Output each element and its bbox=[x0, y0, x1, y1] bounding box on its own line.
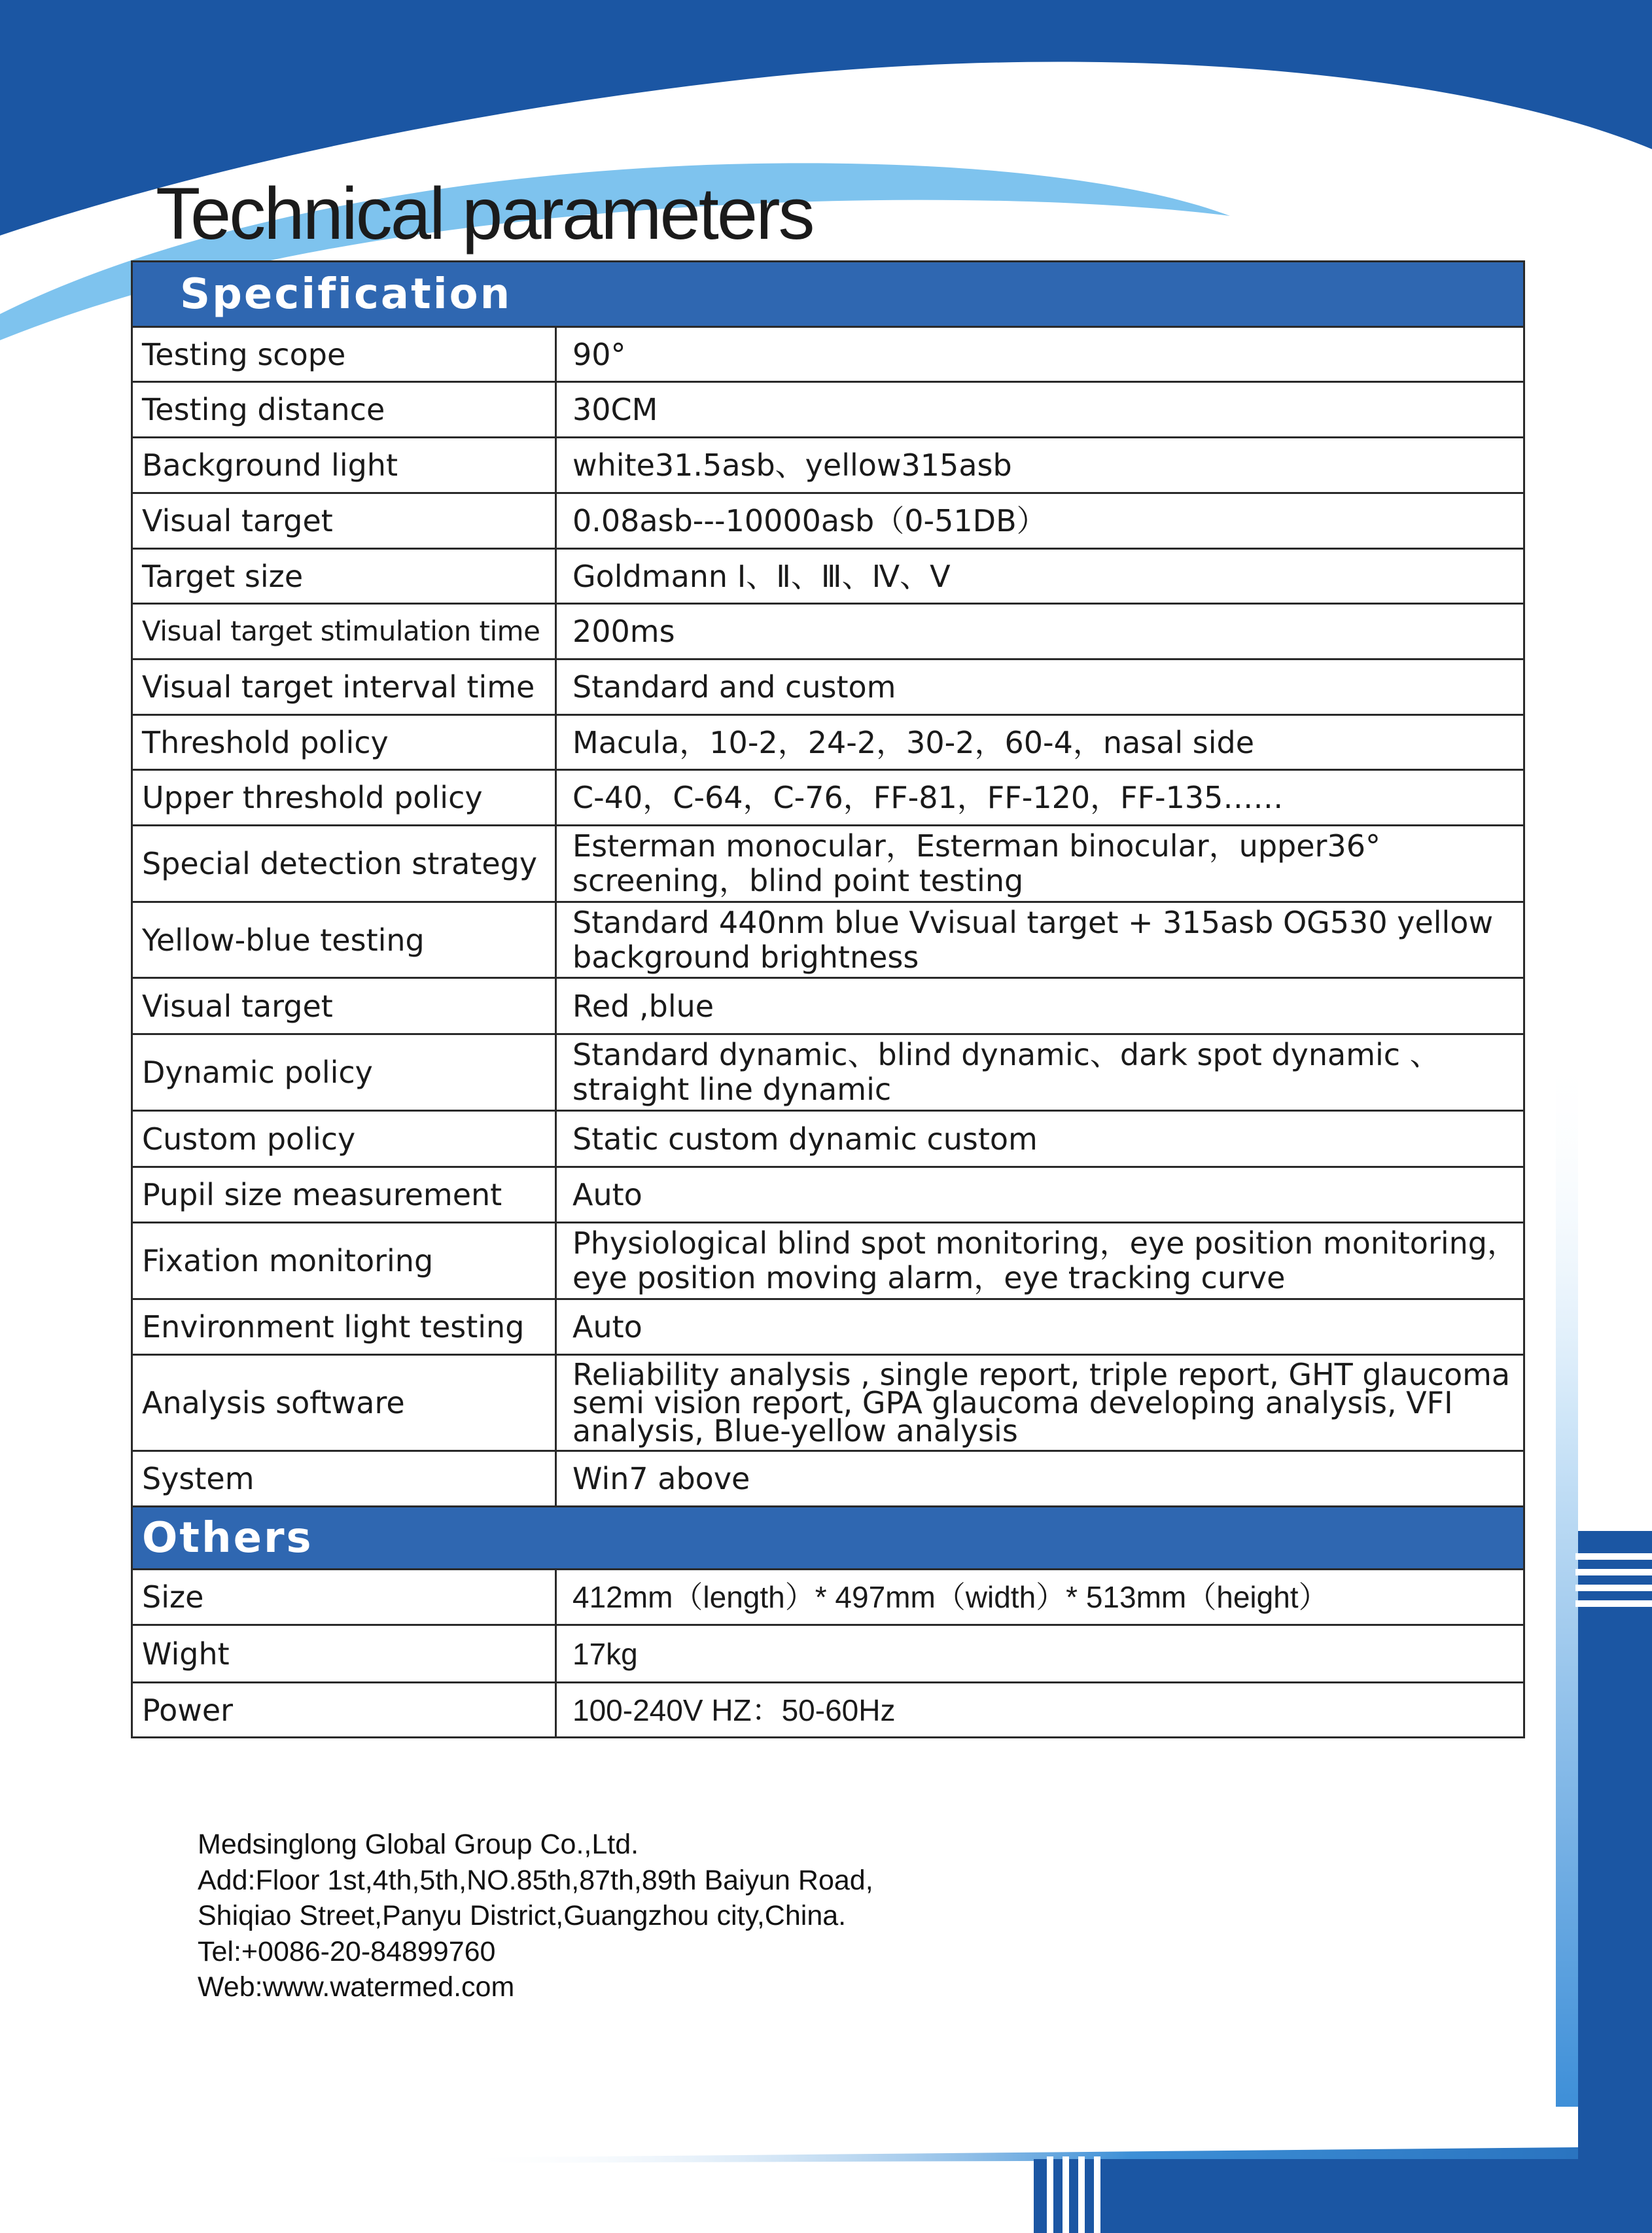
row-label: Yellow-blue testing bbox=[132, 902, 556, 978]
company-name: Medsinglong Global Group Co.,Ltd. bbox=[198, 1829, 639, 1860]
bottom-blue-block bbox=[1034, 2159, 1652, 2233]
row-value: Esterman monocular，Esterman binocular，upper36° screening，blind point testing bbox=[556, 826, 1524, 902]
row-label: Analysis software bbox=[132, 1355, 556, 1451]
right-gradient-bar bbox=[1556, 1047, 1578, 2107]
row-value: 412mm（length）* 497mm（width）* 513mm（height） bbox=[556, 1570, 1524, 1625]
row-value: Reliability analysis , single report, triple report, GHT glaucoma semi vision report, GPA glaucoma developing analysis, VFI analysis, Blue-yellow analysis bbox=[556, 1355, 1524, 1451]
table-row bbox=[132, 1034, 1524, 1111]
table-row bbox=[132, 770, 1524, 826]
table-row bbox=[132, 1683, 1524, 1738]
table-row bbox=[132, 1223, 1524, 1299]
website: Web:www.watermed.com bbox=[198, 1971, 515, 2003]
spec-table bbox=[131, 260, 1525, 1738]
row-value: 90° bbox=[556, 327, 1524, 382]
table-row bbox=[132, 1167, 1524, 1223]
row-label: Upper threshold policy bbox=[132, 770, 556, 826]
table-row bbox=[132, 382, 1524, 438]
table-row bbox=[132, 978, 1524, 1034]
table-row bbox=[132, 1625, 1524, 1683]
row-value: Win7 above bbox=[556, 1451, 1524, 1507]
table-row bbox=[132, 1570, 1524, 1625]
row-value: Goldmann Ⅰ、Ⅱ、Ⅲ、Ⅳ、Ⅴ bbox=[556, 549, 1524, 604]
row-label: Power bbox=[132, 1683, 556, 1738]
row-value: 100-240V HZ：50-60Hz bbox=[556, 1683, 1524, 1738]
contact-block bbox=[198, 1827, 873, 2005]
row-value: Standard dynamic、blind dynamic、dark spot dynamic 、straight line dynamic bbox=[556, 1034, 1524, 1111]
table-row bbox=[132, 327, 1524, 382]
row-value: Auto bbox=[556, 1299, 1524, 1355]
row-label: Fixation monitoring bbox=[132, 1223, 556, 1299]
row-value: 17kg bbox=[556, 1625, 1524, 1683]
row-label: Testing scope bbox=[132, 327, 556, 382]
table-row bbox=[132, 1111, 1524, 1167]
row-value: C-40，C-64，C-76，FF-81，FF-120，FF-135…… bbox=[556, 770, 1524, 826]
right-blue-block bbox=[1578, 1531, 1652, 2233]
row-value: Physiological blind spot monitoring，eye position monitoring，eye position moving alarm，eye tracking curve bbox=[556, 1223, 1524, 1299]
address-line-2: Shiqiao Street,Panyu District,Guangzhou city,China. bbox=[198, 1900, 847, 1931]
row-label: Visual target interval time bbox=[132, 659, 556, 715]
table-row bbox=[132, 1299, 1524, 1355]
row-label: Visual target stimulation time bbox=[132, 604, 556, 659]
row-value: Standard and custom bbox=[556, 659, 1524, 715]
telephone: Tel:+0086-20-84899760 bbox=[198, 1935, 496, 1967]
row-label: Background light bbox=[132, 438, 556, 493]
row-value: white31.5asb、yellow315asb bbox=[556, 438, 1524, 493]
row-label: Visual target bbox=[132, 493, 556, 549]
row-label: Target size bbox=[132, 549, 556, 604]
others-heading: Others bbox=[132, 1507, 1524, 1570]
table-row bbox=[132, 493, 1524, 549]
row-label: Pupil size measurement bbox=[132, 1167, 556, 1223]
table-row bbox=[132, 826, 1524, 902]
row-label: Environment light testing bbox=[132, 1299, 556, 1355]
section-header bbox=[132, 262, 1524, 327]
row-label: Visual target bbox=[132, 978, 556, 1034]
table-row bbox=[132, 549, 1524, 604]
table-row bbox=[132, 902, 1524, 978]
address-line-1: Add:Floor 1st,4th,5th,NO.85th,87th,89th Baiyun Road, bbox=[198, 1864, 873, 1896]
row-label: Dynamic policy bbox=[132, 1034, 556, 1111]
row-label: Custom policy bbox=[132, 1111, 556, 1167]
row-label: System bbox=[132, 1451, 556, 1507]
row-label: Size bbox=[132, 1570, 556, 1625]
table-row bbox=[132, 715, 1524, 770]
row-value: 0.08asb---10000asb（0-51DB） bbox=[556, 493, 1524, 549]
section-header bbox=[132, 1507, 1524, 1570]
row-value: Static custom dynamic custom bbox=[556, 1111, 1524, 1167]
row-value: Red ,blue bbox=[556, 978, 1524, 1034]
row-value: Standard 440nm blue Ⅴvisual target + 315asb OG530 yellow background brightness bbox=[556, 902, 1524, 978]
row-label: Special detection strategy bbox=[132, 826, 556, 902]
row-value: Auto bbox=[556, 1167, 1524, 1223]
table-row bbox=[132, 604, 1524, 659]
table-row bbox=[132, 1355, 1524, 1451]
row-value: 30CM bbox=[556, 382, 1524, 438]
table-row bbox=[132, 659, 1524, 715]
row-label: Wight bbox=[132, 1625, 556, 1683]
row-label: Threshold policy bbox=[132, 715, 556, 770]
page-title: Technical parameters bbox=[156, 173, 813, 255]
table-row bbox=[132, 1451, 1524, 1507]
row-value: Macula，10-2，24-2，30-2，60-4，nasal side bbox=[556, 715, 1524, 770]
row-label: Testing distance bbox=[132, 382, 556, 438]
table-row bbox=[132, 438, 1524, 493]
row-value: 200ms bbox=[556, 604, 1524, 659]
specification-heading: Specification bbox=[132, 262, 1524, 327]
